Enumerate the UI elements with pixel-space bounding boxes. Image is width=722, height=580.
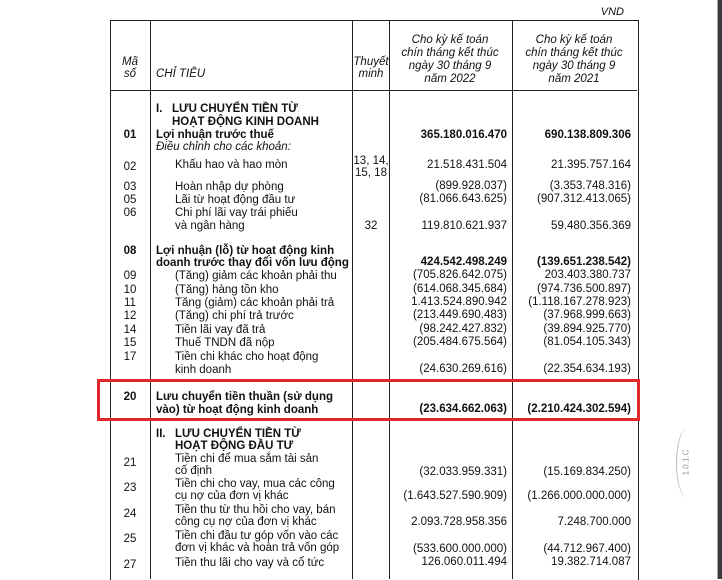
- section-roman: I.: [156, 103, 163, 115]
- row-code: 01: [123, 129, 137, 141]
- row-code: 14: [123, 324, 137, 336]
- row-label: (Tăng) giảm các khoản phải thu: [175, 270, 337, 282]
- column-divider: [352, 20, 353, 579]
- header-item: CHỈ TIÊU: [156, 68, 206, 80]
- row-value-2021: (907.312.413.065): [537, 193, 631, 205]
- row-value-2022: (205.484.675.564): [413, 336, 507, 348]
- row-code: 08: [123, 245, 137, 257]
- row-value-2021: 21.395.757.164: [551, 159, 631, 171]
- row-value-2022: (1.643.527.590.909): [403, 490, 507, 502]
- row-value-2022: (24.630.269.616): [419, 363, 507, 375]
- row-value-2021: 203.403.380.737: [544, 269, 631, 281]
- row-value-2022: (533.600.000.000): [413, 543, 507, 555]
- row-value-2021: (39.894.925.770): [543, 323, 631, 335]
- adjustment-label: Điều chỉnh cho các khoản:: [156, 141, 291, 153]
- row-label: Chi phí lãi vay trái phiếu và ngân hàng: [175, 207, 298, 232]
- row-value-2022: 2.093.728.958.356: [411, 516, 507, 528]
- row-label: Tiền chi đầu tư góp vốn vào các đơn vị khác và hoàn trả vốn góp: [175, 530, 340, 554]
- currency-label: VND: [600, 6, 624, 18]
- row-value-2022: (32.033.959.331): [419, 466, 507, 478]
- row-value-2022: (614.068.345.684): [413, 283, 507, 295]
- row-label: Lãi từ hoạt động đầu tư: [175, 194, 296, 206]
- row-value-2021: (2.210.424.302.594): [527, 403, 631, 415]
- row-code: 20: [123, 391, 137, 403]
- row-value-2021: 690.138.809.306: [544, 129, 631, 141]
- row-value-2021: (139.651.238.542): [537, 256, 631, 268]
- row-value-2022: 126.060.011.494: [421, 556, 507, 568]
- row-value-2021: (81.054.105.343): [543, 336, 631, 348]
- row-value-2021: (1.118.167.278.923): [528, 296, 631, 308]
- row-value-2022: (98.242.427.832): [419, 323, 507, 335]
- row-code: 25: [123, 533, 137, 545]
- row-label: (Tăng) hàng tồn kho: [175, 284, 279, 296]
- row-value-2021: (44.712.967.400): [543, 543, 631, 555]
- row-label: Tăng (giảm) các khoản phải trả: [175, 297, 335, 309]
- row-label: Lợi nhuận trước thuế: [156, 129, 274, 141]
- row-value-2021: (15.169.834.250): [543, 466, 631, 478]
- row-code: 24: [123, 508, 137, 520]
- row-code: 05: [123, 194, 137, 206]
- row-value-2021: (1.266.000.000.000): [527, 490, 631, 502]
- row-code: 27: [123, 559, 137, 571]
- row-value-2022: (705.826.642.075): [413, 269, 507, 281]
- row-value-2021: (37.968.999.663): [543, 309, 631, 321]
- section-title: LƯU CHUYỂN TIỀN TỪ HOẠT ĐỘNG ĐẦU TƯ: [175, 428, 301, 452]
- row-value-2022: 365.180.016.470: [420, 129, 507, 141]
- row-value-2021: 7.248.700.000: [557, 516, 631, 528]
- row-code: 23: [123, 482, 137, 494]
- row-value-2022: 21.518.431.504: [427, 159, 507, 171]
- margin-stamp: 1.0.1.C: [676, 428, 699, 498]
- row-label: Tiền chi để mua sắm tài sản cố định: [175, 453, 319, 477]
- row-value-2022: 424.542.498.249: [420, 256, 507, 268]
- row-value-2021: (22.354.634.193): [543, 363, 631, 375]
- row-code: 15: [123, 337, 137, 349]
- row-label: Tiền chi cho vay, mua các công cụ nợ của đơn vị khác: [175, 478, 335, 502]
- row-note: 13, 14, 15, 18: [353, 155, 389, 179]
- row-value-2021: 19.382.714.087: [551, 556, 631, 568]
- row-label: Lợi nhuận (lỗ) từ hoạt động kinh doanh trước thay đổi vốn lưu động: [156, 245, 349, 269]
- row-label: Lưu chuyển tiền thuần (sử dụng vào) từ hoạt động kinh doanh: [156, 391, 334, 416]
- section-roman: II.: [156, 428, 166, 440]
- header-rule: [110, 90, 637, 91]
- row-label: Tiền thu lãi cho vay và cổ tức: [175, 557, 325, 569]
- row-value-2021: 59.480.356.369: [551, 220, 631, 232]
- row-value-2022: (899.928.037): [435, 180, 507, 192]
- row-code: 11: [124, 297, 136, 309]
- row-value-2021: (974.736.500.897): [537, 283, 631, 295]
- row-value-2022: (81.066.643.625): [419, 193, 507, 205]
- row-value-2022: 119.810.621.937: [421, 220, 507, 232]
- row-code: 10: [123, 284, 137, 296]
- row-code: 02: [123, 161, 137, 173]
- header-period-2022: Cho kỳ kế toán chín tháng kết thúc ngày 30 tháng 9 năm 2022: [401, 34, 499, 85]
- row-label: Tiền thu từ thu hồi cho vay, bán công cụ nợ của đơn vị khác: [175, 504, 336, 528]
- row-label: Thuế TNDN đã nộp: [175, 337, 275, 349]
- row-code: 21: [123, 457, 137, 469]
- row-label: Tiền lãi vay đã trả: [175, 324, 266, 336]
- row-label: (Tăng) chi phí trả trước: [175, 310, 294, 322]
- row-note: 32: [364, 220, 378, 232]
- header-note: Thuyết minh: [353, 56, 389, 80]
- row-value-2022: (23.634.662.063): [419, 403, 507, 415]
- row-value-2022: 1.413.524.890.942: [411, 296, 507, 308]
- column-divider: [150, 20, 151, 579]
- row-label: Khấu hao và hao mòn: [175, 159, 288, 171]
- row-value-2022: (213.449.690.483): [413, 309, 507, 321]
- row-code: 12: [123, 310, 137, 322]
- window-edge: [718, 0, 722, 579]
- row-code: 06: [123, 207, 137, 219]
- row-code: 03: [123, 181, 137, 193]
- row-label: Tiền chi khác cho hoạt động kinh doanh: [175, 351, 319, 376]
- header-period-2021: Cho kỳ kế toán chín tháng kết thúc ngày 30 tháng 9 năm 2021: [525, 34, 623, 85]
- highlight-box: [97, 379, 640, 421]
- row-value-2021: (3.353.748.316): [549, 180, 631, 192]
- row-code: 09: [123, 270, 137, 282]
- header-code: Mã số: [122, 56, 138, 80]
- row-code: 17: [123, 351, 137, 363]
- section-title: LƯU CHUYỂN TIỀN TỪ HOẠT ĐỘNG KINH DOANH: [172, 103, 319, 128]
- row-label: Hoàn nhập dự phòng: [175, 181, 284, 193]
